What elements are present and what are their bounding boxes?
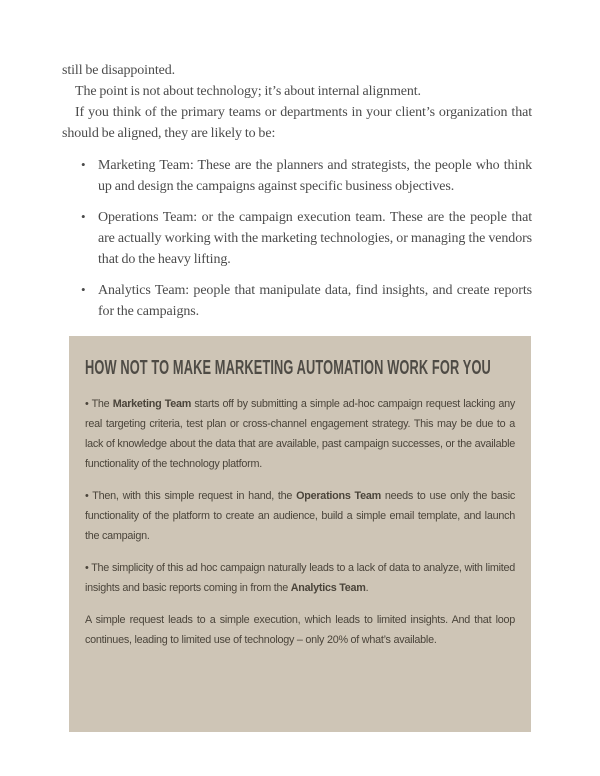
- paragraph-point: The point is not about technology; it’s about internal alignment.: [75, 84, 421, 99]
- team-list-item-operations: [62, 207, 532, 270]
- team-item-text: Operations Team: or the campaign execution team. These are the people that are actually working with the marketing technologies, or managing the vendors that do the heavy lifting.: [98, 210, 532, 267]
- callout-text: needs to use only the basic functionality of the platform to create an audience, build a simple email template, and launch the campaign.: [85, 490, 515, 542]
- callout-text: A simple request leads to a simple execution, which leads to limited insights. And that loop continues, leading to limited use of technology – only 20% of what’s available.: [85, 614, 515, 646]
- callout-paragraph-marketing: [85, 394, 515, 474]
- paragraph-teams-lead-in: If you think of the primary teams or departments in your client’s organization that should be aligned, they are likely to be:: [62, 105, 532, 141]
- text-column: [62, 60, 532, 732]
- team-list-item-marketing: [62, 155, 532, 197]
- callout-paragraph-summary: [85, 610, 515, 650]
- team-list-item-analytics: [62, 280, 532, 322]
- bullet-icon: •: [81, 209, 86, 224]
- team-item-text: Analytics Team: people that manipulate data, find insights, and create reports for the campaigns.: [98, 283, 532, 319]
- callout-heading: [85, 357, 515, 379]
- callout-text: • Then, with this simple request in hand, the: [85, 490, 297, 502]
- callout-paragraph-operations: [85, 486, 515, 546]
- team-item-text: Marketing Team: These are the planners and strategists, the people who think up and design the campaigns against specific business objectives.: [98, 158, 532, 194]
- callout-paragraph-analytics: [85, 558, 515, 598]
- paragraph-continued: still be disappointed.: [62, 63, 176, 78]
- bold-team-name-analytics: Analytics Team: [290, 582, 366, 594]
- callout-box: [69, 336, 531, 732]
- callout-text: • The: [85, 398, 113, 410]
- bold-team-name-marketing: Marketing Team: [112, 398, 192, 410]
- callout-text: .: [365, 582, 369, 594]
- callout-text: starts off by submitting a simple ad-hoc campaign request lacking any real targeting criteria, test plan or cross-channel engagement strategy. This may be due to a lack of knowledge about the data that are available, past campaign successes, or the available functionality of the technology platform.: [85, 398, 515, 470]
- bullet-icon: •: [81, 157, 86, 172]
- team-list: [62, 155, 532, 322]
- bold-team-name-operations: Operations Team: [296, 490, 381, 502]
- bullet-icon: •: [81, 282, 86, 297]
- callout-text: • The simplicity of this ad hoc campaign naturally leads to a lack of data to analyze, with limited insights and basic reports coming in from the: [85, 562, 515, 594]
- callout-heading-text: HOW NOT TO MAKE MARKETING AUTOMATION WORK FOR YOU: [85, 357, 491, 379]
